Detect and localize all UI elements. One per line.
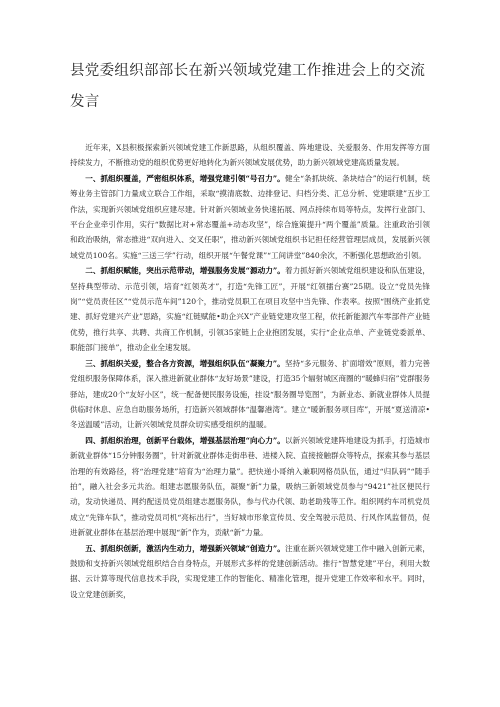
- section-5-body: 注重在新兴领域党建工作中融入创新元素，鼓励和支持新兴领域党组织结合自身特点，开展形式多样的党建创新活动。推行“智慧党建”平台，利用大数据、云计算等现代信息技术手段，实现党建工作的智能化、精准化管理，提升党建工作效率和水平。同时，设立党建创新奖，: [70, 543, 430, 599]
- section-3-body: 坚持“多元服务、扩面增效”原则，着力完善党组织服务保障体系，深入推进新就业群体“友好场景”建设，打造35个辐射城区商圈的“暖蜂归宿”党群服务驿站，建成20个“友好小区”，统一配备便民服务设施，挂设“服务圈导览图”，为新业态、新就业群体人员提供临时休息、应急自助服务场所，打造新兴领域群体“温馨港湾”。建立“暖新服务项目库”，开展“夏送清凉•冬送温暖”活动，让新兴领域党员群众切实感受组织的温暖。: [70, 358, 430, 430]
- section-1-heading: 一、抓组织覆盖，严密组织体系，增强党建引领“号召力”。: [85, 173, 285, 183]
- section-5-paragraph: [70, 541, 430, 603]
- section-4-heading: 四、抓组织治理，创新平台载体，增强基层治理“向心力”。: [85, 435, 285, 445]
- section-1-body: 健全“条抓块统、条块结合”的运行机制，统筹业务主管部门力量成立联合工作组，采取“摸清底数、边排登记、归档分类、汇总分析、党建联建”五步工作法，实现新兴领域党组织应建尽建。针对新兴领域业务快速拓展、网点持续布局等特点，发挥行业部门、平台企业牵引作用，实行“数据比对+常态覆盖+动态攻坚”，综合施策提升“两个覆盖”质量。注重政治引领和政治吸纳，常态推进“双向进入、交叉任职”，推动新兴领域党组织书记担任经营管理层成员，发展新兴领域党员100名。实施“三送三学”行动，组织开展“午餐党课”“工间讲堂”840余次，不断强化思想政治引领。: [70, 173, 430, 260]
- intro-paragraph: 近年来，X县积极探索新兴领域党建工作新思路，从组织覆盖、阵地建设、关爱服务、作用发挥等方面持续发力，不断推动党的组织优势更好地转化为新兴领域发展优势，助力新兴领域党建高质量发展。: [70, 143, 430, 168]
- section-2-body: 着力抓好新兴领域党组织建设和队伍建设，坚持典型带动、示范引领，培育“红领英才”，打造“先锋工匠”，开展“红领擂台赛”25期。设立“党员先锋岗”“党员责任区”“党员示范车间”120个，推动党员职工在项目攻坚中当先锋、作表率。按照“围绕产业抓党建、抓好党建兴产业”思路，实施“红链赋能•助企兴X”产业链党建攻坚工程，依托新能源汽车零部件产业链优势，推行共享、共聘、共商工作机制，引领35家链上企业抱团发展，实行“企业点单、产业链党委派单、职能部门接单”，推动企业全速发展。: [70, 266, 430, 353]
- section-3-heading: 三、抓组织关爱，整合各方资源，增强组织队伍“凝聚力”。: [85, 358, 285, 368]
- section-4-body: 以新兴领域党建阵地建设为抓手，打造城市新就业群体“15分钟服务圈”，针对新就业群体走街串巷、进楼入院、直接接触群众等特点，探索其参与基层治理的有效路径，将“治理党建”培育为“治理力量”。把快递小哥纳入兼职网格员队伍，通过“归队码”“随手拍”，融入社会多元共治。组建志愿服务队伍，凝聚“新”力量，吸纳三新领域党员参与“9421”社区便民行动，发动快递员、网约配送员党员组建志愿服务队，参与代办代领、助老助残等工作。组织网约车司机党员成立“先锋车队”，推动党员司机“亮标出行”，当好城市形象宣传员、安全驾驶示范员、行风作风监督员，促进新就业群体在基层治理中展现“新”作为，贡献“新”力量。: [70, 435, 430, 538]
- section-2-paragraph: [70, 263, 430, 355]
- document-title: 县党委组织部部长在新兴领域党建工作推进会上的交流发言: [70, 63, 426, 110]
- section-5-heading: 五、抓组织创新，激活内生动力，增强新兴领域“创造力”。: [85, 543, 285, 553]
- section-3-paragraph: [70, 356, 430, 433]
- section-2-heading: 二、抓组织赋能，突出示范带动，增强服务发展“源动力”。: [85, 266, 285, 276]
- section-4-paragraph: [70, 433, 430, 541]
- section-1-paragraph: [70, 171, 430, 263]
